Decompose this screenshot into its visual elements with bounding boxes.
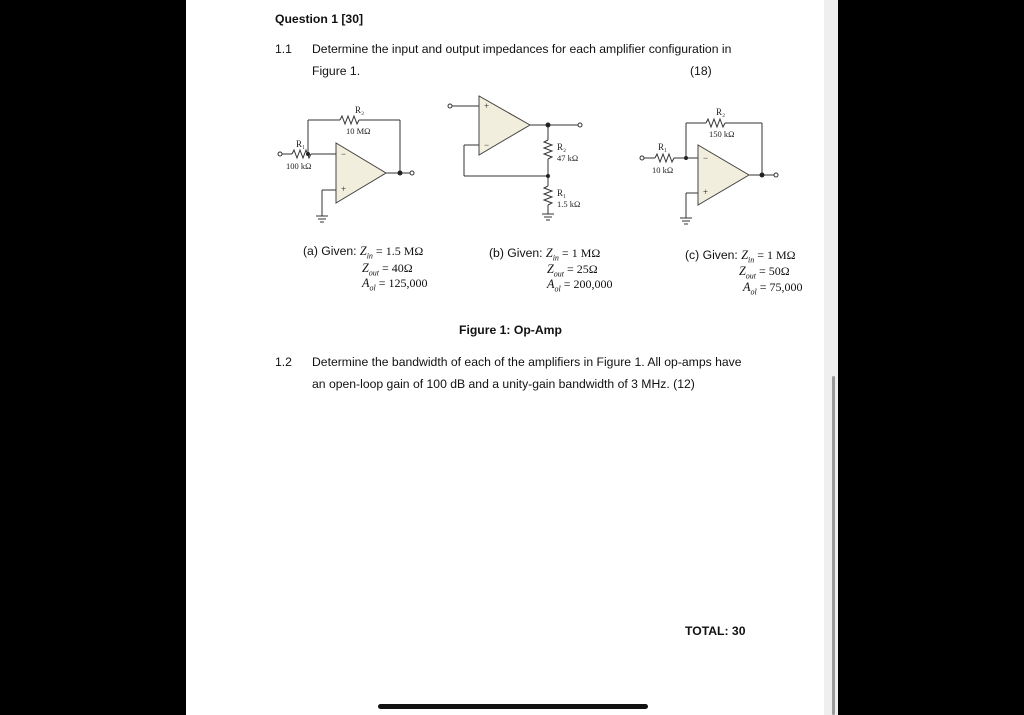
r1-label-b: R₁ <box>557 188 567 198</box>
given-a-zout: $Z_{out} = 40\Omega$ <box>362 261 413 278</box>
scrollbar[interactable] <box>832 376 835 715</box>
given-b-zout: $Z_{out} = 25\Omega$ <box>547 262 598 279</box>
r1-label-c: R₁ <box>658 142 668 152</box>
r2-value-b: 47 kΩ <box>557 153 579 163</box>
given-c-zout: $Z_{out} = 50\Omega$ <box>739 264 790 281</box>
given-b-aol: $A_{ol} = 200,000$ <box>547 277 613 294</box>
r2-value-c: 150 kΩ <box>709 129 735 139</box>
q1-1-number: 1.1 <box>275 42 292 56</box>
r1-value-b: 1.5 kΩ <box>557 199 581 209</box>
minus-c: − <box>703 153 709 163</box>
question-heading: Question 1 [30] <box>275 12 364 26</box>
minus-b: − <box>484 140 490 150</box>
given-a-aol: $A_{ol} = 125,000$ <box>362 276 428 293</box>
r1-label-a: R₁ <box>296 139 306 149</box>
q1-2-line2: an open-loop gain of 100 dB and a unity-gain bandwidth of 3 MHz. (12) <box>312 377 695 391</box>
q1-1-line2: Figure 1. <box>312 64 361 78</box>
r1-value-c: 10 kΩ <box>652 165 674 175</box>
plus-b: + <box>484 101 490 111</box>
plus-c: + <box>703 187 709 197</box>
given-a-zin: (a) Given: $Z_{in} = 1.5$ MΩ <box>303 244 424 261</box>
given-c-aol: $A_{ol} = 75,000$ <box>743 280 803 297</box>
r2-label-a: R₂ <box>355 105 365 115</box>
r2-value-a: 10 MΩ <box>346 126 371 136</box>
q1-2-line1: Determine the bandwidth of each of the amplifiers in Figure 1. All op-amps have <box>312 355 742 369</box>
total-marks: TOTAL: 30 <box>685 624 746 638</box>
q1-2-number: 1.2 <box>275 355 292 369</box>
given-b-zin: (b) Given: $Z_{in} = 1$ MΩ <box>489 246 601 263</box>
r1-value-a: 100 kΩ <box>286 161 312 171</box>
minus-a: − <box>341 149 347 159</box>
q1-1-marks: (18) <box>690 64 712 78</box>
page-edge <box>824 0 838 715</box>
q1-1-line1: Determine the input and output impedances for each amplifier configuration in <box>312 42 732 56</box>
plus-a: + <box>341 184 347 194</box>
home-indicator[interactable] <box>378 704 648 709</box>
figure-caption: Figure 1: Op-Amp <box>459 323 562 337</box>
r2-label-c: R₂ <box>716 107 726 117</box>
r2-label-b: R₂ <box>557 142 567 152</box>
given-c-zin: (c) Given: $Z_{in} = 1$ MΩ <box>685 248 796 265</box>
